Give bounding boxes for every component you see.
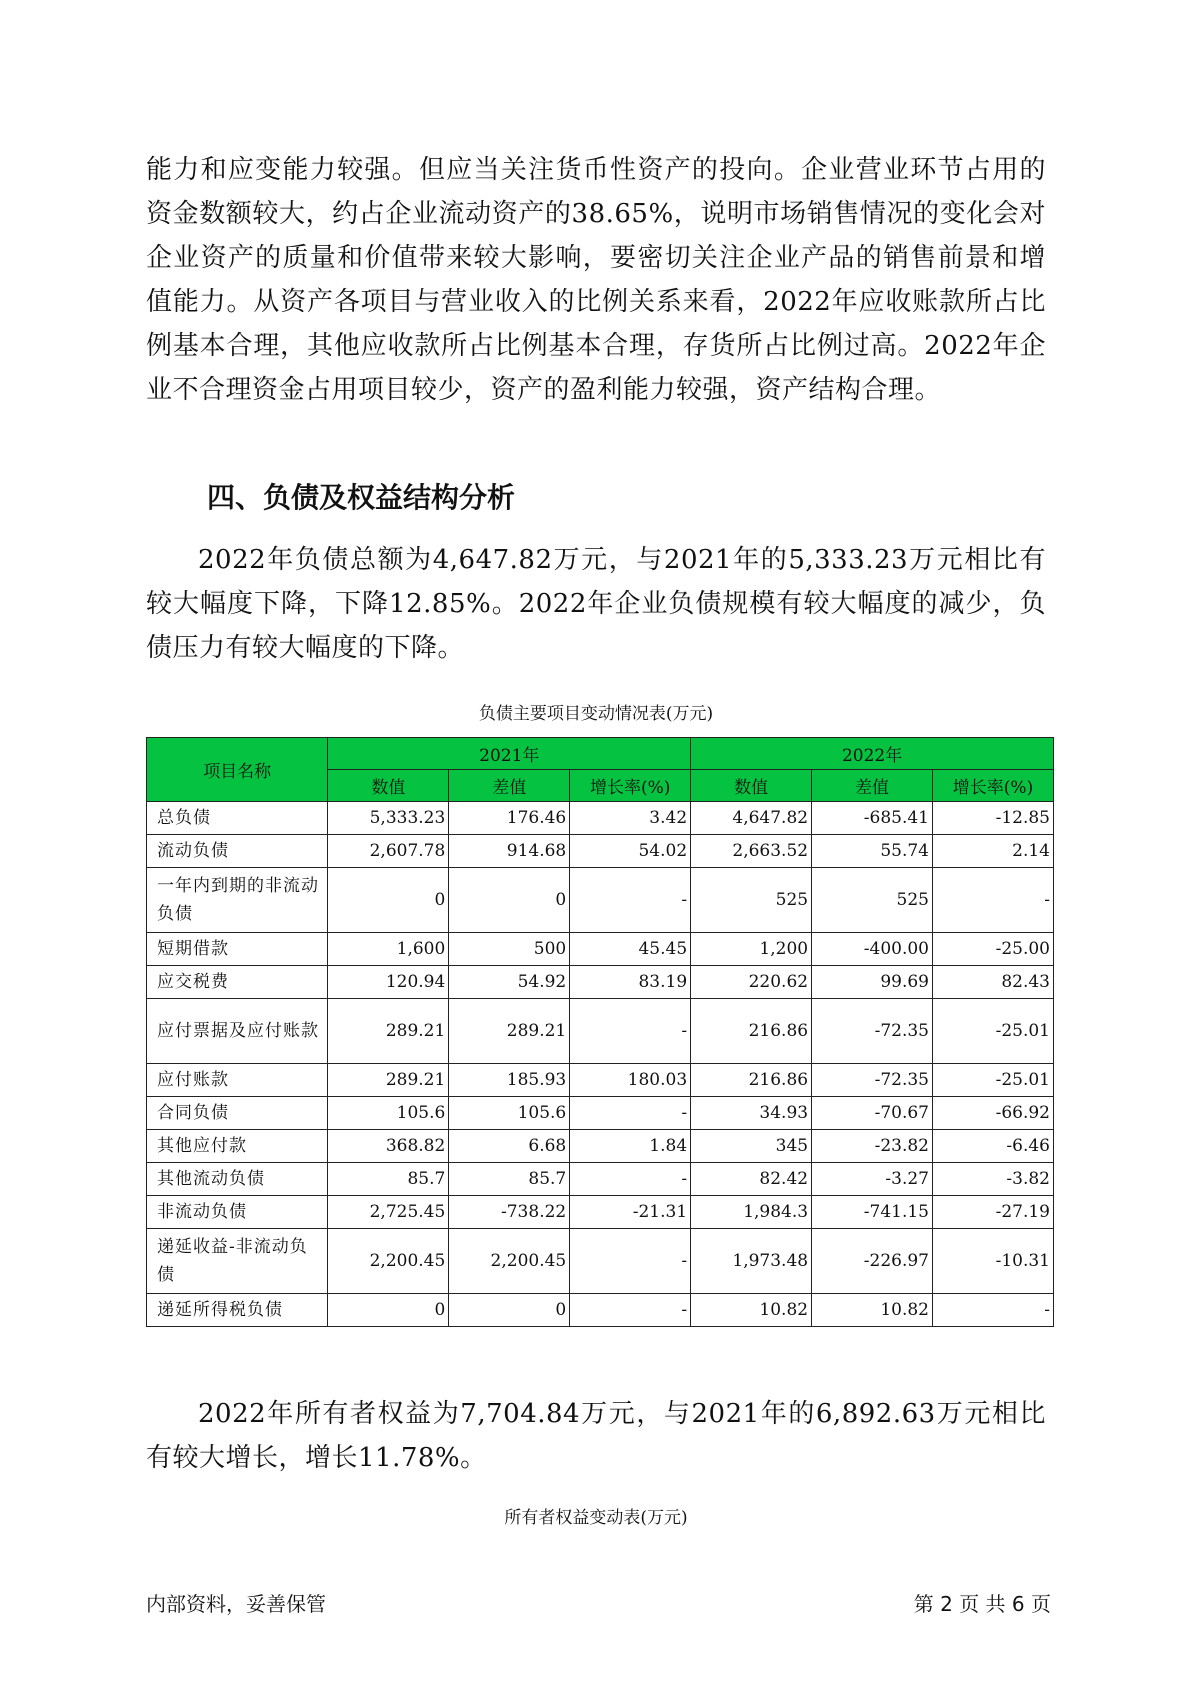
cell-value-2022: 345 bbox=[691, 1130, 812, 1163]
table-row bbox=[147, 1196, 1054, 1229]
cell-diff-2022: 55.74 bbox=[812, 835, 933, 868]
cell-diff-2022: -400.00 bbox=[812, 933, 933, 966]
cell-value-2021: 289.21 bbox=[328, 999, 449, 1064]
cell-rate-2022: -10.31 bbox=[933, 1229, 1054, 1294]
cell-diff-2021: 2,200.45 bbox=[449, 1229, 570, 1294]
cell-rate-2021: 1.84 bbox=[570, 1130, 691, 1163]
table-row bbox=[147, 966, 1054, 999]
paragraph-liability-summary: 2022年负债总额为4,647.82万元，与2021年的5,333.23万元相比有较大幅度下降，下降12.85%。2022年企业负债规模有较大幅度的减少，负债压力有较大幅度的下降。 bbox=[146, 545, 1046, 663]
cell-diff-2021: 0 bbox=[449, 1294, 570, 1327]
cell-value-2022: 1,973.48 bbox=[691, 1229, 812, 1294]
cell-diff-2022: -3.27 bbox=[812, 1163, 933, 1196]
row-name: 合同负债 bbox=[147, 1097, 328, 1130]
cell-diff-2021: 54.92 bbox=[449, 966, 570, 999]
table-row bbox=[147, 1097, 1054, 1130]
cell-rate-2022: -66.92 bbox=[933, 1097, 1054, 1130]
table-row bbox=[147, 933, 1054, 966]
cell-diff-2022: -70.67 bbox=[812, 1097, 933, 1130]
header-value: 数值 bbox=[691, 770, 812, 802]
section-heading: 四、负债及权益结构分析 bbox=[207, 481, 516, 514]
cell-value-2021: 289.21 bbox=[328, 1064, 449, 1097]
cell-rate-2021: 83.19 bbox=[570, 966, 691, 999]
paragraph-asset-analysis: 能力和应变能力较强。但应当关注货币性资产的投向。企业营业环节占用的资金数额较大，约占企业流动资产的38.65%，说明市场销售情况的变化会对企业资产的质量和价值带来较大影响，要密切关注企业产品的销售前景和增值能力。从资产各项目与营业收入的比例关系来看，2022年应收账款所占比例基本合理，其他应收款所占比例基本合理，存货所占比例过高。2022年企业不合理资金占用项目较少，资产的盈利能力较强，资产结构合理。 bbox=[146, 155, 1046, 405]
row-name: 应交税费 bbox=[147, 966, 328, 999]
cell-diff-2022: -23.82 bbox=[812, 1130, 933, 1163]
cell-value-2021: 0 bbox=[328, 1294, 449, 1327]
cell-rate-2022: -27.19 bbox=[933, 1196, 1054, 1229]
cell-diff-2021: 6.68 bbox=[449, 1130, 570, 1163]
cell-value-2022: 34.93 bbox=[691, 1097, 812, 1130]
cell-rate-2022: -25.01 bbox=[933, 1064, 1054, 1097]
row-name: 短期借款 bbox=[147, 933, 328, 966]
cell-value-2022: 1,984.3 bbox=[691, 1196, 812, 1229]
table-row bbox=[147, 999, 1054, 1064]
cell-diff-2021: 500 bbox=[449, 933, 570, 966]
cell-value-2022: 216.86 bbox=[691, 999, 812, 1064]
cell-rate-2021: 54.02 bbox=[570, 835, 691, 868]
row-name: 其他应付款 bbox=[147, 1130, 328, 1163]
cell-diff-2022: 525 bbox=[812, 868, 933, 933]
header-diff: 差值 bbox=[449, 770, 570, 802]
row-name: 其他流动负债 bbox=[147, 1163, 328, 1196]
cell-diff-2021: 85.7 bbox=[449, 1163, 570, 1196]
cell-rate-2021: - bbox=[570, 1097, 691, 1130]
row-name: 非流动负债 bbox=[147, 1196, 328, 1229]
cell-value-2022: 525 bbox=[691, 868, 812, 933]
header-diff: 差值 bbox=[812, 770, 933, 802]
cell-value-2022: 10.82 bbox=[691, 1294, 812, 1327]
cell-value-2021: 368.82 bbox=[328, 1130, 449, 1163]
cell-diff-2022: -72.35 bbox=[812, 999, 933, 1064]
cell-diff-2022: 99.69 bbox=[812, 966, 933, 999]
cell-rate-2021: - bbox=[570, 1294, 691, 1327]
cell-rate-2021: - bbox=[570, 868, 691, 933]
cell-diff-2022: -741.15 bbox=[812, 1196, 933, 1229]
table-row bbox=[147, 1064, 1054, 1097]
cell-rate-2021: - bbox=[570, 1229, 691, 1294]
cell-rate-2022: - bbox=[933, 1294, 1054, 1327]
table-caption-equity: 所有者权益变动表(万元) bbox=[504, 1508, 688, 1528]
table-row bbox=[147, 868, 1054, 933]
row-name: 递延收益-非流动负债 bbox=[147, 1229, 328, 1294]
cell-rate-2022: -3.82 bbox=[933, 1163, 1054, 1196]
cell-value-2021: 85.7 bbox=[328, 1163, 449, 1196]
row-name: 递延所得税负债 bbox=[147, 1294, 328, 1327]
cell-rate-2021: 180.03 bbox=[570, 1064, 691, 1097]
header-value: 数值 bbox=[328, 770, 449, 802]
row-name: 流动负债 bbox=[147, 835, 328, 868]
table-row bbox=[147, 835, 1054, 868]
footer-confidential-note: 内部资料，妥善保管 bbox=[146, 1592, 326, 1616]
cell-rate-2022: -6.46 bbox=[933, 1130, 1054, 1163]
cell-diff-2021: 176.46 bbox=[449, 802, 570, 835]
header-year-2022: 2022年 bbox=[691, 738, 1054, 770]
cell-rate-2021: - bbox=[570, 1163, 691, 1196]
row-name: 一年内到期的非流动负债 bbox=[147, 868, 328, 933]
paragraph-equity-summary: 2022年所有者权益为7,704.84万元，与2021年的6,892.63万元相比有较大增长，增长11.78%。 bbox=[146, 1399, 1046, 1473]
cell-rate-2022: - bbox=[933, 868, 1054, 933]
table-row bbox=[147, 1229, 1054, 1294]
cell-rate-2021: - bbox=[570, 999, 691, 1064]
cell-value-2022: 4,647.82 bbox=[691, 802, 812, 835]
header-item-name: 项目名称 bbox=[147, 738, 328, 802]
row-name: 应付票据及应付账款 bbox=[147, 999, 328, 1064]
header-rate: 增长率(%) bbox=[570, 770, 691, 802]
cell-value-2021: 2,200.45 bbox=[328, 1229, 449, 1294]
header-rate: 增长率(%) bbox=[933, 770, 1054, 802]
cell-diff-2022: 10.82 bbox=[812, 1294, 933, 1327]
cell-diff-2021: 105.6 bbox=[449, 1097, 570, 1130]
cell-value-2021: 5,333.23 bbox=[328, 802, 449, 835]
cell-rate-2022: -25.01 bbox=[933, 999, 1054, 1064]
cell-diff-2021: 914.68 bbox=[449, 835, 570, 868]
cell-rate-2022: 82.43 bbox=[933, 966, 1054, 999]
cell-diff-2021: 289.21 bbox=[449, 999, 570, 1064]
table-row bbox=[147, 802, 1054, 835]
footer-page-number: 第 2 页 共 6 页 bbox=[913, 1592, 1051, 1616]
cell-diff-2022: -226.97 bbox=[812, 1229, 933, 1294]
cell-rate-2021: 45.45 bbox=[570, 933, 691, 966]
cell-diff-2021: -738.22 bbox=[449, 1196, 570, 1229]
row-name: 应付账款 bbox=[147, 1064, 328, 1097]
cell-rate-2022: 2.14 bbox=[933, 835, 1054, 868]
cell-value-2021: 0 bbox=[328, 868, 449, 933]
liabilities-table bbox=[146, 737, 1054, 1327]
cell-value-2022: 1,200 bbox=[691, 933, 812, 966]
cell-diff-2021: 0 bbox=[449, 868, 570, 933]
cell-value-2021: 120.94 bbox=[328, 966, 449, 999]
cell-rate-2021: -21.31 bbox=[570, 1196, 691, 1229]
cell-value-2022: 2,663.52 bbox=[691, 835, 812, 868]
table-caption-liabilities: 负债主要项目变动情况表(万元) bbox=[478, 704, 714, 724]
cell-value-2021: 105.6 bbox=[328, 1097, 449, 1130]
cell-value-2022: 82.42 bbox=[691, 1163, 812, 1196]
cell-diff-2022: -685.41 bbox=[812, 802, 933, 835]
cell-rate-2021: 3.42 bbox=[570, 802, 691, 835]
cell-value-2021: 2,725.45 bbox=[328, 1196, 449, 1229]
cell-value-2022: 220.62 bbox=[691, 966, 812, 999]
row-name: 总负债 bbox=[147, 802, 328, 835]
table-row bbox=[147, 1163, 1054, 1196]
cell-value-2021: 1,600 bbox=[328, 933, 449, 966]
cell-rate-2022: -25.00 bbox=[933, 933, 1054, 966]
cell-value-2021: 2,607.78 bbox=[328, 835, 449, 868]
cell-diff-2022: -72.35 bbox=[812, 1064, 933, 1097]
table-row bbox=[147, 1294, 1054, 1327]
cell-diff-2021: 185.93 bbox=[449, 1064, 570, 1097]
table-row bbox=[147, 1130, 1054, 1163]
header-year-2021: 2021年 bbox=[328, 738, 691, 770]
cell-value-2022: 216.86 bbox=[691, 1064, 812, 1097]
cell-rate-2022: -12.85 bbox=[933, 802, 1054, 835]
